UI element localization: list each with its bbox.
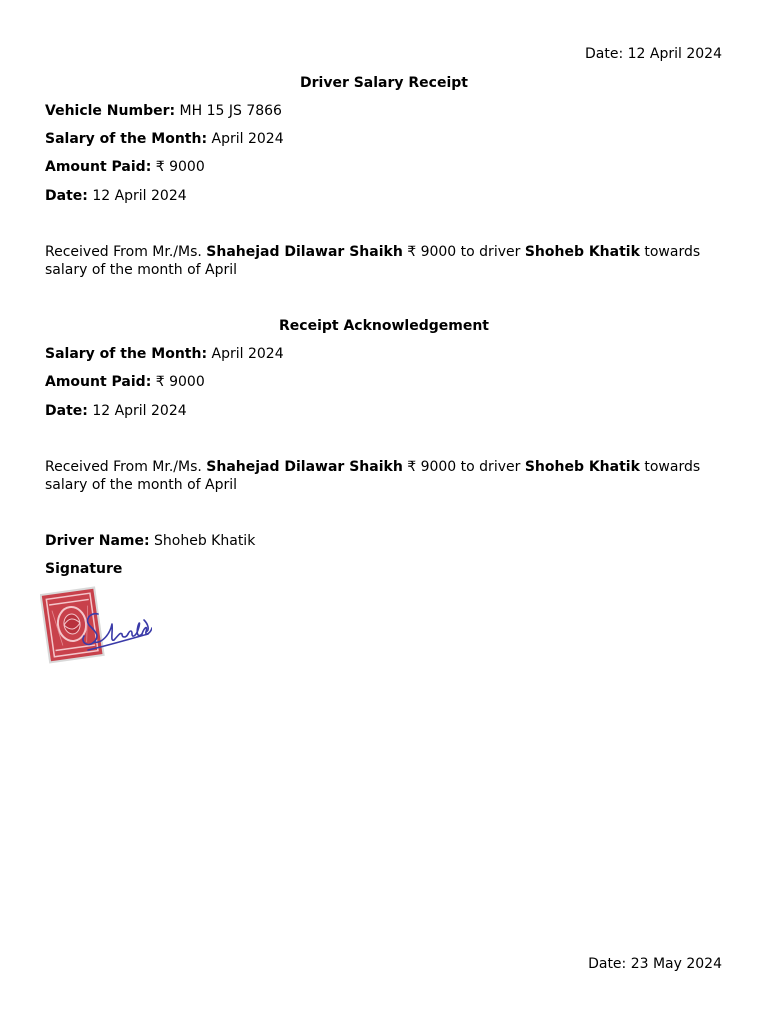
driver-name-inline: Shoheb Khatik	[524, 244, 640, 260]
driver-name-label: Driver Name:	[45, 533, 150, 549]
receipt-title: Driver Salary Receipt	[300, 75, 468, 91]
vehicle-number-field	[45, 103, 282, 119]
receipt-date-field	[45, 188, 187, 204]
ack-amount-paid-label: Amount Paid:	[45, 374, 152, 390]
receipt-date-value: 12 April 2024	[92, 188, 187, 204]
ack-amount-paid-value: ₹ 9000	[155, 374, 205, 390]
salary-month-field	[45, 131, 284, 147]
revenue-stamp-signature	[40, 584, 152, 666]
ack-para-prefix: Received From Mr./Ms.	[45, 459, 207, 475]
ack-paragraph	[45, 458, 725, 494]
amount-paid-value: ₹ 9000	[155, 159, 205, 175]
salary-month-label: Salary of the Month:	[45, 131, 208, 147]
payer-name: Shahejad Dilawar Shaikh	[206, 244, 403, 260]
para-suffix: towards salary of the month of April	[45, 244, 701, 278]
amount-paid-field	[45, 159, 205, 175]
signature-label: Signature	[45, 561, 123, 577]
footer-date: Date: 23 May 2024	[588, 956, 722, 972]
receipt-paragraph	[45, 243, 725, 279]
ack-para-middle: ₹ 9000 to driver	[402, 459, 525, 475]
vehicle-number-value: MH 15 JS 7866	[179, 103, 282, 119]
ack-date-field	[45, 403, 187, 419]
ack-salary-month-value: April 2024	[211, 346, 284, 362]
acknowledgement-title: Receipt Acknowledgement	[279, 318, 489, 334]
header-date: Date: 12 April 2024	[585, 46, 722, 62]
driver-name-value: Shoheb Khatik	[154, 533, 256, 549]
ack-date-value: 12 April 2024	[92, 403, 187, 419]
ack-amount-paid-field	[45, 374, 205, 390]
driver-name-field	[45, 533, 255, 549]
salary-month-value: April 2024	[211, 131, 284, 147]
vehicle-number-label: Vehicle Number:	[45, 103, 176, 119]
ack-salary-month-field	[45, 346, 284, 362]
revenue-stamp	[40, 586, 105, 663]
ack-para-suffix: towards salary of the month of April	[45, 459, 701, 493]
ack-payer-name: Shahejad Dilawar Shaikh	[206, 459, 403, 475]
ack-salary-month-label: Salary of the Month:	[45, 346, 208, 362]
para-prefix: Received From Mr./Ms.	[45, 244, 207, 260]
ack-driver-name-inline: Shoheb Khatik	[524, 459, 640, 475]
ack-date-label: Date:	[45, 403, 88, 419]
para-middle: ₹ 9000 to driver	[402, 244, 525, 260]
amount-paid-label: Amount Paid:	[45, 159, 152, 175]
receipt-date-label: Date:	[45, 188, 88, 204]
